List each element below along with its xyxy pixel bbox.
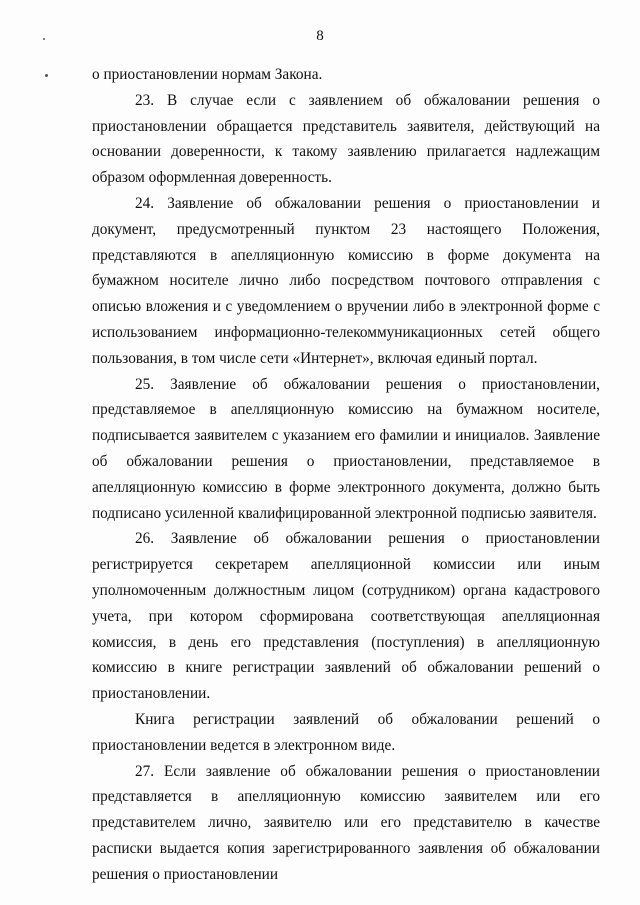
paragraph-24: 24. Заявление об обжаловании решения о приостановлении и документ, предусмотренный пунктом 23 настоящего Положения, представляются в апелляционную комиссию в форме документа на бумажном носителе лично либо посредством почтового отправления с описью вложения и с уведомлением о вручении либо в электронной форме с использованием информационно-телекоммуникационных сетей общего пользования, в том числе сети «Интернет», включая единый портал. [92,194,600,367]
scan-speck [45,74,48,77]
paragraph-23: 23. В случае если с заявлением об обжаловании решения о приостановлении обращается представитель заявителя, действующий на основании доверенности, к такому заявлению прилагается надлежащим образом оформленная доверенность. [92,91,600,187]
paragraph-registry-book: Книга регистрации заявлений об обжаловании решений о приостановлении ведется в электронном виде. [92,710,600,754]
paragraph-26: 26. Заявление об обжаловании решения о приостановлении регистрируется секретарем апелляционной комиссии или иным уполномоченным должностным лицом (сотрудником) органа кадастрового учета, при котором сформирована соответствующая апелляционная комиссия, в день его представления (поступления) в апелляционную комиссию в книге регистрации заявлений об обжаловании решений о приостановлении. [92,530,600,703]
document-body [92,62,600,888]
page-number: 8 [316,28,324,44]
paragraph-27: 27. Если заявление об обжаловании решения о приостановлении представляется в апелляционную комиссию заявителем или его представителем лично, заявителю или его представителю в качестве расписки выдается копия зарегистрированного заявления об обжаловании решения о приостановлении [92,762,600,883]
paragraph-25: 25. Заявление об обжаловании решения о приостановлении, представляемое в апелляционную комиссию на бумажном носителе, подписывается заявителем с указанием его фамилии и инициалов. Заявление об обжаловании решения о приостановлении, представляемое в апелляционную комиссию в форме электронного документа, должно быть подписано усиленной квалифицированной электронной подписью заявителя. [92,375,600,522]
paragraph-continuation: о приостановлении нормам Закона. [92,66,323,83]
